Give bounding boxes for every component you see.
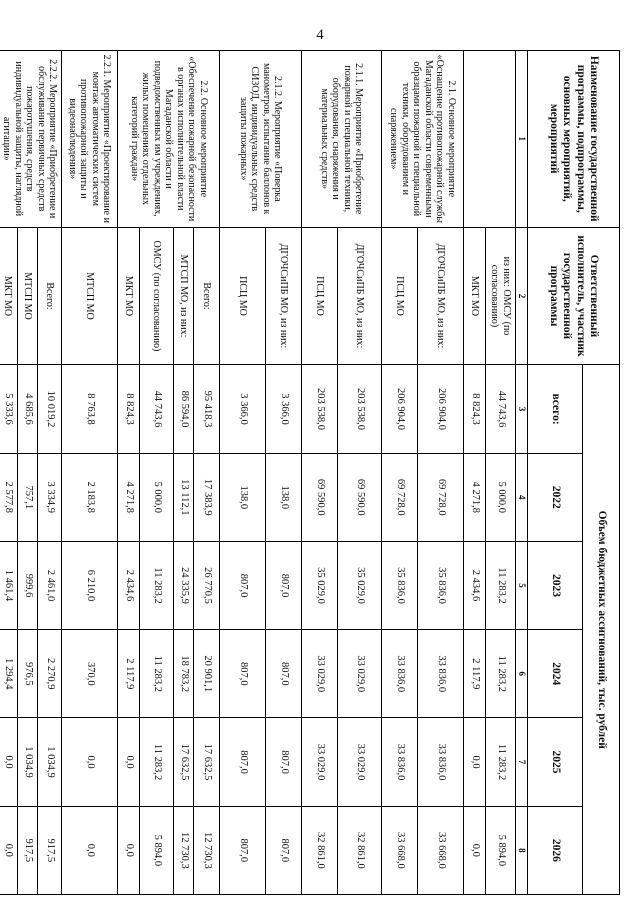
row-executor-cell: ДГОЧСиПБ МО, из них:: [266, 227, 302, 365]
row-total-cell: 8 824,3: [464, 365, 486, 453]
page-number: 4: [316, 27, 324, 43]
column-number: 3: [516, 365, 528, 453]
column-number: 4: [516, 453, 528, 541]
row-name-cell: 2.1.1. Мероприятие «Приобретение пожарной и специальной техники, оборудования, снаряжения и материальных средств»: [302, 51, 382, 228]
row-executor-cell: Всего:: [38, 227, 62, 365]
header-year: 2022: [528, 453, 583, 541]
table-row: [266, 51, 302, 895]
row-year-cell: 12 730,3: [194, 806, 220, 894]
column-number: 5: [516, 541, 528, 629]
row-executor-cell: ДГОЧСиПБ МО, из них:: [418, 227, 464, 365]
row-name-cell: 2.2.2. Мероприятие «Приобретение и обслуживание первичных средств пожаротушения, средств индивидуальной защиты, наглядной агитации»: [0, 51, 62, 228]
row-year-cell: 917,5: [18, 806, 38, 894]
table-row: [338, 51, 382, 895]
row-year-cell: 4 271,8: [118, 453, 140, 541]
row-year-cell: 1 034,9: [18, 718, 38, 806]
row-executor-cell: ПСЦ МО: [302, 227, 338, 365]
row-year-cell: 11 283,2: [486, 718, 516, 806]
header-name: Наименование государственной программы, подпрограммы, основных мероприятий, мероприятий: [528, 51, 620, 228]
row-year-cell: 33 836,0: [382, 630, 418, 718]
row-year-cell: 33 029,0: [302, 718, 338, 806]
row-year-cell: 0,0: [464, 806, 486, 894]
row-year-cell: 6 210,0: [62, 541, 118, 629]
row-year-cell: 12 730,3: [174, 806, 194, 894]
row-year-cell: 1 034,9: [38, 718, 62, 806]
row-executor-cell: МКТ МО: [118, 227, 140, 365]
row-year-cell: 2 183,8: [62, 453, 118, 541]
row-year-cell: 69 728,0: [418, 453, 464, 541]
row-name-cell: 2.1.2. Мероприятие «Поверка манометров, испытание баллонов к СИЗОД, индивидуальных средств защиты пожарных»: [220, 51, 302, 228]
row-year-cell: 0,0: [0, 718, 18, 806]
header-total: всего:: [528, 365, 583, 453]
row-year-cell: 0,0: [118, 806, 140, 894]
budget-table: [0, 50, 620, 895]
row-total-cell: 8 763,8: [62, 365, 118, 453]
row-year-cell: 757,1: [18, 453, 38, 541]
row-year-cell: 5 894,0: [140, 806, 174, 894]
row-year-cell: 13 112,1: [174, 453, 194, 541]
row-year-cell: 11 283,2: [140, 630, 174, 718]
row-year-cell: 35 029,0: [338, 541, 382, 629]
row-total-cell: 8 824,3: [118, 365, 140, 453]
table-row: [486, 51, 516, 895]
row-year-cell: 807,0: [266, 718, 302, 806]
row-total-cell: 86 594,0: [174, 365, 194, 453]
row-year-cell: 807,0: [220, 541, 266, 629]
row-total-cell: 95 418,3: [194, 365, 220, 453]
row-total-cell: 44 743,6: [486, 365, 516, 453]
row-year-cell: 0,0: [62, 806, 118, 894]
column-number: 8: [516, 806, 528, 894]
row-year-cell: 5 894,0: [486, 806, 516, 894]
row-year-cell: 35 029,0: [302, 541, 338, 629]
row-year-cell: 33 029,0: [302, 630, 338, 718]
row-year-cell: 807,0: [266, 541, 302, 629]
table-row: [62, 51, 118, 895]
row-year-cell: 32 861,0: [338, 806, 382, 894]
row-executor-cell: МТСП МО: [18, 227, 38, 365]
header-year: 2026: [528, 806, 583, 894]
row-year-cell: 24 335,9: [174, 541, 194, 629]
row-year-cell: 11 283,2: [486, 630, 516, 718]
header-year: 2024: [528, 630, 583, 718]
header-year: 2023: [528, 541, 583, 629]
header-year: 2025: [528, 718, 583, 806]
row-year-cell: 807,0: [220, 718, 266, 806]
row-total-cell: 3 366,0: [220, 365, 266, 453]
row-year-cell: 2 434,6: [118, 541, 140, 629]
row-year-cell: 2 117,9: [118, 630, 140, 718]
row-year-cell: 18 783,2: [174, 630, 194, 718]
row-total-cell: 203 538,0: [338, 365, 382, 453]
row-executor-cell: ПСЦ МО: [220, 227, 266, 365]
row-year-cell: 807,0: [266, 630, 302, 718]
header-budget-group: Объем бюджетных ассигнований, тыс. рублей: [583, 365, 620, 895]
row-total-cell: 44 743,6: [140, 365, 174, 453]
row-year-cell: 370,0: [62, 630, 118, 718]
row-executor-cell: МКТ МО: [0, 227, 18, 365]
row-year-cell: 1 294,4: [0, 630, 18, 718]
row-executor-cell: из них: ОМСУ (по согласованию): [486, 227, 516, 365]
row-year-cell: 69 590,0: [302, 453, 338, 541]
row-year-cell: 5 000,0: [140, 453, 174, 541]
row-total-cell: 206 904,0: [382, 365, 418, 453]
row-executor-cell: ОМСУ (по согласованию): [140, 227, 174, 365]
row-year-cell: 3 334,9: [38, 453, 62, 541]
row-year-cell: 26 770,5: [194, 541, 220, 629]
row-executor-cell: Всего:: [194, 227, 220, 365]
row-year-cell: 999,6: [18, 541, 38, 629]
row-year-cell: 69 728,0: [382, 453, 418, 541]
row-year-cell: 976,5: [18, 630, 38, 718]
row-year-cell: 33 836,0: [418, 718, 464, 806]
row-year-cell: 1 461,4: [0, 541, 18, 629]
row-total-cell: 206 904,0: [418, 365, 464, 453]
row-executor-cell: МТСП МО: [62, 227, 118, 365]
row-year-cell: 17 383,9: [194, 453, 220, 541]
row-year-cell: 17 632,5: [174, 718, 194, 806]
row-name-cell: 2.2. Основное мероприятие «Обеспечение пожарной безопасности в органах исполнительной власти Магаданской области и подведомственных им учреждениях, жилых помещениях отдельных категорий граждан»: [118, 51, 220, 228]
row-name-cell: [464, 51, 516, 228]
row-total-cell: 4 685,6: [18, 365, 38, 453]
row-name-cell: 2.1. Основное мероприятие «Оснащение противопожарной службы Магаданской области современными образцами пожарной и специальной техники, оборудованием и снаряжением»: [382, 51, 464, 228]
column-number-row: [516, 51, 528, 895]
row-year-cell: 33 836,0: [418, 630, 464, 718]
row-total-cell: 5 333,6: [0, 365, 18, 453]
column-number: 2: [516, 227, 528, 365]
row-year-cell: 917,5: [38, 806, 62, 894]
row-year-cell: 0,0: [118, 718, 140, 806]
row-executor-cell: ДГОЧСиПБ МО, из них:: [338, 227, 382, 365]
column-number: 6: [516, 630, 528, 718]
table-row: [194, 51, 220, 895]
row-year-cell: 4 271,8: [464, 453, 486, 541]
row-year-cell: 138,0: [220, 453, 266, 541]
row-year-cell: 807,0: [220, 806, 266, 894]
row-year-cell: 5 000,0: [486, 453, 516, 541]
table-row: [38, 51, 62, 895]
row-year-cell: 2 577,8: [0, 453, 18, 541]
row-total-cell: 3 366,0: [266, 365, 302, 453]
row-year-cell: 69 590,0: [338, 453, 382, 541]
row-year-cell: 0,0: [0, 806, 18, 894]
column-number: 1: [516, 51, 528, 228]
row-year-cell: 20 901,1: [194, 630, 220, 718]
row-total-cell: 203 538,0: [302, 365, 338, 453]
row-executor-cell: МКТ МО: [464, 227, 486, 365]
header-row-1: [583, 51, 620, 895]
table-body: [0, 51, 516, 895]
row-year-cell: 807,0: [220, 630, 266, 718]
row-year-cell: 0,0: [62, 718, 118, 806]
row-year-cell: 33 668,0: [418, 806, 464, 894]
row-year-cell: 2 117,9: [464, 630, 486, 718]
row-year-cell: 35 836,0: [418, 541, 464, 629]
row-year-cell: 138,0: [266, 453, 302, 541]
row-year-cell: 11 283,2: [486, 541, 516, 629]
row-year-cell: 33 029,0: [338, 630, 382, 718]
row-name-cell: 2.2.1. Мероприятие «Проектирование и монтаж автоматических систем противопожарной защиты и видеонаблюдения»: [62, 51, 118, 228]
row-year-cell: 2 270,9: [38, 630, 62, 718]
row-year-cell: 33 836,0: [382, 718, 418, 806]
row-year-cell: 0,0: [464, 718, 486, 806]
row-year-cell: 33 668,0: [382, 806, 418, 894]
column-number: 7: [516, 718, 528, 806]
row-executor-cell: ПСЦ МО: [382, 227, 418, 365]
row-year-cell: 33 029,0: [338, 718, 382, 806]
row-year-cell: 32 861,0: [302, 806, 338, 894]
row-year-cell: 17 632,5: [194, 718, 220, 806]
rotated-table-wrapper: [1, 50, 620, 895]
row-year-cell: 2 434,6: [464, 541, 486, 629]
row-year-cell: 11 283,2: [140, 541, 174, 629]
row-year-cell: 11 283,2: [140, 718, 174, 806]
header-executor: Ответственный исполнитель, участник государственной программы: [528, 227, 620, 365]
row-executor-cell: МТСП МО, из них:: [174, 227, 194, 365]
row-year-cell: 2 461,0: [38, 541, 62, 629]
row-year-cell: 807,0: [266, 806, 302, 894]
row-year-cell: 35 836,0: [382, 541, 418, 629]
row-total-cell: 10 019,2: [38, 365, 62, 453]
table-row: [418, 51, 464, 895]
